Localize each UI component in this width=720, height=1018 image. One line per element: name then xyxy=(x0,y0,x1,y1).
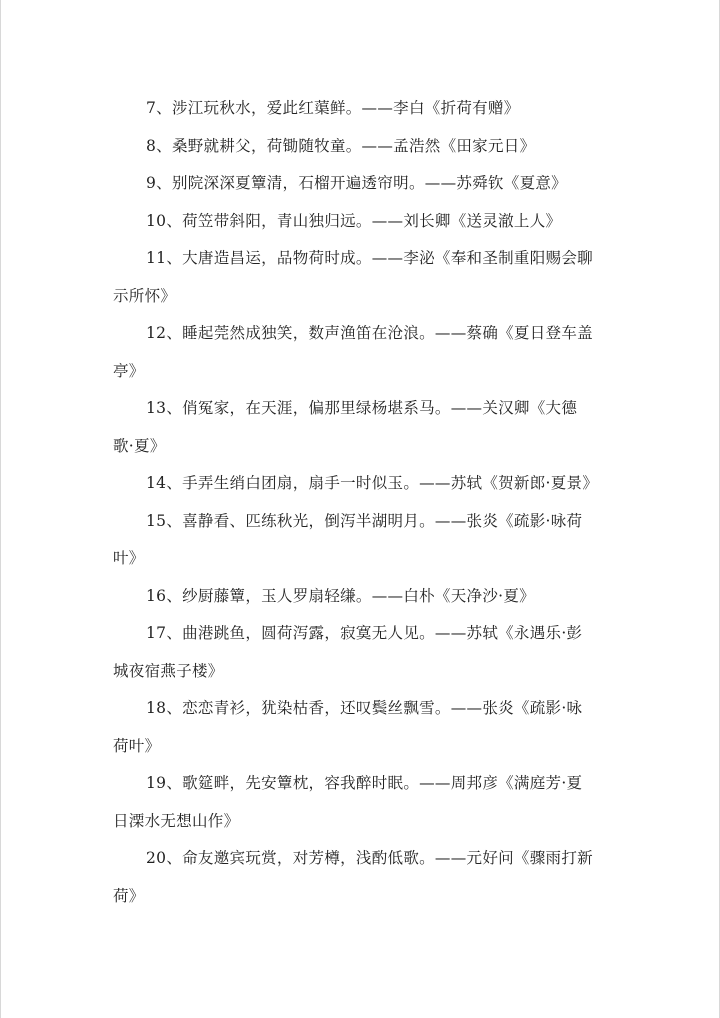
text-line: 18、恋恋青衫，犹染枯香，还叹鬓丝飘雪。——张炎《疏影·咏 xyxy=(146,699,583,717)
text-line: 20、命友邀宾玩赏，对芳樽，浅酌低歌。——元好问《骤雨打新 xyxy=(146,849,593,867)
text-line: 9、别院深深夏簟清，石榴开遍透帘明。——苏舜钦《夏意》 xyxy=(146,174,567,192)
text-line: 8、桑野就耕父，荷锄随牧童。——孟浩然《田家元日》 xyxy=(146,136,536,155)
text-line: 16、纱厨藤簟，玉人罗扇轻缣。——白朴《天净沙·夏》 xyxy=(146,586,535,605)
text-line: 荷叶》 xyxy=(113,736,161,755)
text-line: 12、睡起莞然成独笑，数声渔笛在沧浪。——蔡确《夏日登车盖 xyxy=(146,324,593,342)
text-line: 15、喜静看、匹练秋光，倒泻半湖明月。——张炎《疏影·咏荷 xyxy=(146,511,583,530)
text-line: 11、大唐造昌运，品物荷时成。——李泌《奉和圣制重阳赐会聊 xyxy=(146,249,593,267)
text-line: 城夜宿燕子楼》 xyxy=(113,661,224,680)
text-line: 7、涉江玩秋水，爱此红蕖鲜。——李白《折荷有赠》 xyxy=(146,99,520,117)
text-line: 10、荷笠带斜阳，青山独归远。——刘长卿《送灵澈上人》 xyxy=(146,211,562,230)
text-line: 亭》 xyxy=(113,361,145,380)
text-line: 歌·夏》 xyxy=(113,436,166,455)
text-line: 荷》 xyxy=(113,886,145,905)
text-line: 13、俏冤家，在天涯，偏那里绿杨堪系马。——关汉卿《大德 xyxy=(146,399,578,417)
text-line: 示所怀》 xyxy=(113,286,177,305)
poem-list xyxy=(113,90,613,915)
text-line: 日溧水无想山作》 xyxy=(113,811,240,830)
text-line: 17、曲港跳鱼，圆荷泻露，寂寞无人见。——苏轼《永遇乐·彭 xyxy=(146,624,583,642)
text-line: 19、歌筵畔，先安簟枕，容我醉时眠。——周邦彦《满庭芳·夏 xyxy=(146,774,583,792)
text-line: 叶》 xyxy=(113,549,145,567)
text-line: 14、手弄生绡白团扇，扇手一时似玉。——苏轼《贺新郎·夏景》 xyxy=(146,474,599,492)
